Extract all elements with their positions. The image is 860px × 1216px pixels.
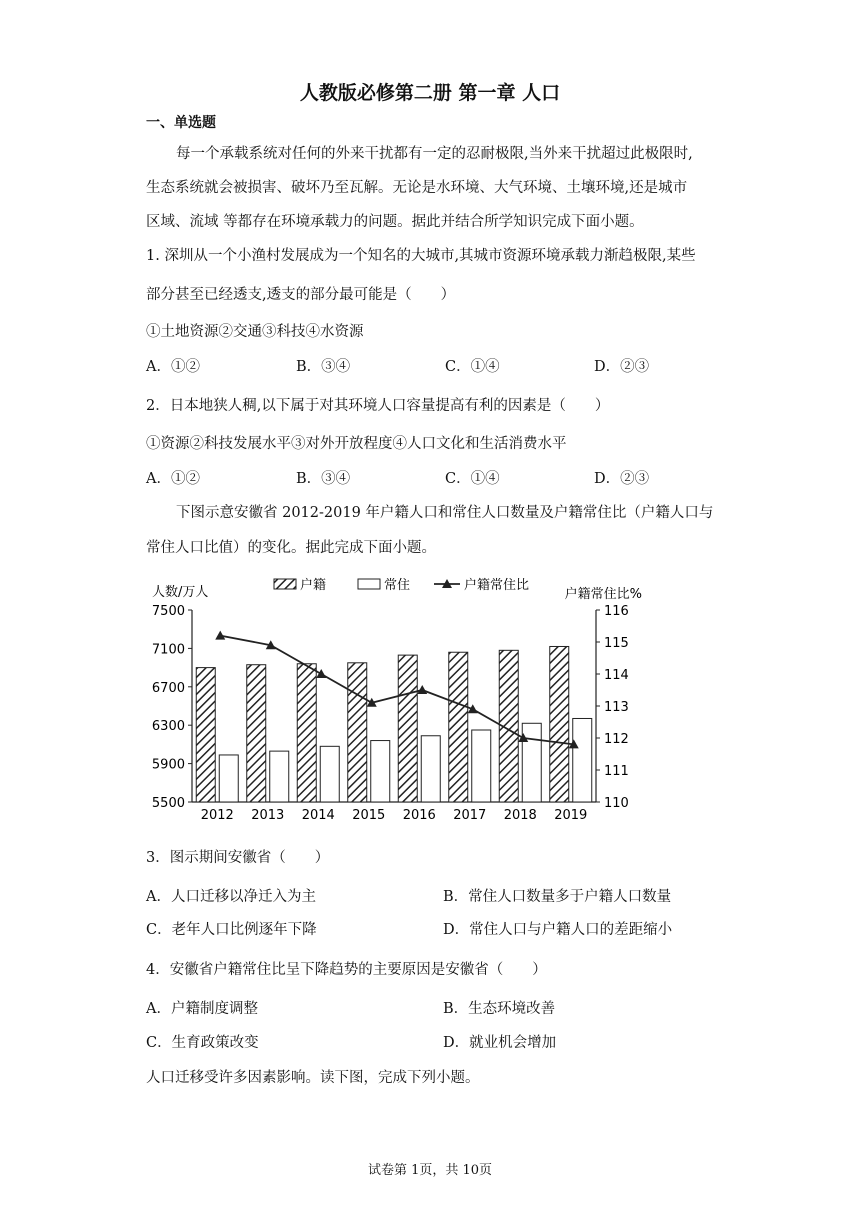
- bar-changzhu: [472, 730, 491, 802]
- q1-option-a[interactable]: A．①②: [146, 359, 200, 375]
- right-tick-label: 111: [604, 764, 629, 779]
- legend-label-changzhu: 常住: [384, 578, 411, 593]
- intro1-line1: 每一个承载系统对任何的外来干扰都有一定的忍耐极限,当外来干扰超过此极限时,: [176, 146, 693, 162]
- q1-option-b[interactable]: B．③④: [296, 359, 351, 375]
- ratio-marker: [316, 669, 326, 678]
- q4-option-c[interactable]: C．生育政策改变: [146, 1035, 259, 1051]
- bar-huji: [196, 668, 215, 802]
- q2-option-a[interactable]: A．①②: [146, 471, 200, 487]
- legend-label-ratio: 户籍常住比: [464, 578, 530, 593]
- left-tick-label: 5500: [151, 796, 185, 811]
- bar-changzhu: [270, 751, 289, 802]
- population-chart: [146, 574, 646, 826]
- left-tick-label: 6700: [151, 680, 185, 696]
- q4-stem: 4．安徽省户籍常住比呈下降趋势的主要原因是安徽省（ ）: [146, 962, 547, 978]
- left-tick-label: 7100: [151, 642, 185, 658]
- x-tick-label: 2014: [301, 808, 335, 823]
- q3-option-b[interactable]: B．常住人口数量多于户籍人口数量: [443, 889, 672, 905]
- section-heading: 一、单选题: [146, 115, 216, 131]
- x-tick-label: 2012: [200, 808, 234, 823]
- bar-huji: [449, 652, 468, 802]
- q2-option-b[interactable]: B．③④: [296, 471, 351, 487]
- q1-items: ①土地资源②交通③科技④水资源: [146, 324, 364, 340]
- bar-changzhu: [219, 755, 238, 802]
- x-tick-label: 2016: [402, 808, 436, 823]
- bar-huji: [348, 663, 367, 802]
- x-tick-label: 2017: [453, 808, 487, 823]
- q4-option-b[interactable]: B．生态环境改善: [443, 1001, 556, 1017]
- q1-stem-line1: 1. 深圳从一个小渔村发展成为一个知名的大城市,其城市资源环境承载力渐趋极限,某些: [146, 248, 696, 264]
- bar-changzhu: [320, 746, 339, 802]
- q2-items: ①资源②科技发展水平③对外开放程度④人口文化和生活消费水平: [146, 436, 567, 452]
- right-tick-label: 114: [604, 668, 629, 683]
- q1-stem-line2: 部分甚至已经透支,透支的部分最可能是（ ）: [146, 287, 456, 303]
- page-title: 人教版必修第二册 第一章 人口: [299, 82, 561, 104]
- q3-option-a[interactable]: A．人口迁移以净迁入为主: [146, 889, 316, 905]
- intro1-line2: 生态系统就会被损害、破坏乃至瓦解。无论是水环境、大气环境、土壤环境,还是城市: [146, 180, 688, 196]
- q2-option-d[interactable]: D．②③: [594, 471, 650, 487]
- intro2-line1: 下图示意安徽省 2012-2019 年户籍人口和常住人口数量及户籍常住比（户籍人口与: [176, 505, 714, 521]
- bar-changzhu: [371, 741, 390, 802]
- q4-option-d[interactable]: D．就业机会增加: [443, 1035, 557, 1051]
- x-tick-label: 2013: [251, 808, 285, 823]
- q1-option-c[interactable]: C．①④: [445, 359, 500, 375]
- bar-huji: [247, 665, 266, 802]
- right-tick-label: 112: [604, 732, 629, 747]
- q4-option-a[interactable]: A．户籍制度调整: [146, 1001, 258, 1017]
- intro2-line2: 常住人口比值）的变化。据此完成下面小题。: [146, 540, 436, 556]
- legend-swatch-changzhu: [358, 579, 380, 589]
- y2-axis-title: 户籍常住比%: [564, 587, 642, 602]
- bar-changzhu: [421, 736, 440, 802]
- y-axis-title: 人数/万人: [152, 585, 209, 600]
- q3-option-c[interactable]: C．老年人口比例逐年下降: [146, 922, 317, 938]
- bar-huji: [550, 646, 569, 802]
- ratio-line: [220, 636, 574, 745]
- bar-huji: [398, 655, 417, 802]
- left-tick-label: 6300: [151, 719, 185, 735]
- right-tick-label: 115: [604, 636, 629, 651]
- legend-swatch-huji: [274, 579, 296, 589]
- right-tick-label: 113: [604, 700, 629, 715]
- right-tick-label: 110: [604, 796, 629, 811]
- intro1-line3: 区域、流域 等都存在环境承载力的问题。据此并结合所学知识完成下面小题。: [146, 214, 644, 230]
- bar-changzhu: [573, 718, 592, 802]
- bar-changzhu: [522, 723, 541, 802]
- intro3: 人口迁移受许多因素影响。读下图，完成下列小题。: [146, 1070, 480, 1086]
- right-tick-label: 116: [604, 604, 629, 619]
- q1-option-d[interactable]: D．②③: [594, 359, 650, 375]
- ratio-marker: [417, 685, 427, 694]
- left-tick-label: 7500: [151, 604, 185, 619]
- bar-huji: [297, 664, 316, 802]
- q2-option-c[interactable]: C．①④: [445, 471, 500, 487]
- page-footer: 试卷第 1页，共 10页: [367, 1163, 493, 1178]
- q2-stem: 2．日本地狭人稠,以下属于对其环境人口容量提高有利的因素是（ ）: [146, 398, 610, 414]
- ratio-marker: [215, 631, 225, 640]
- x-tick-label: 2015: [352, 808, 386, 823]
- x-tick-label: 2018: [503, 808, 537, 823]
- legend-label-huji: 户籍: [300, 578, 327, 593]
- q3-option-d[interactable]: D．常住人口与户籍人口的差距缩小: [443, 922, 673, 938]
- x-tick-label: 2019: [554, 808, 588, 823]
- q3-stem: 3．图示期间安徽省（ ）: [146, 850, 330, 866]
- left-tick-label: 5900: [151, 757, 185, 773]
